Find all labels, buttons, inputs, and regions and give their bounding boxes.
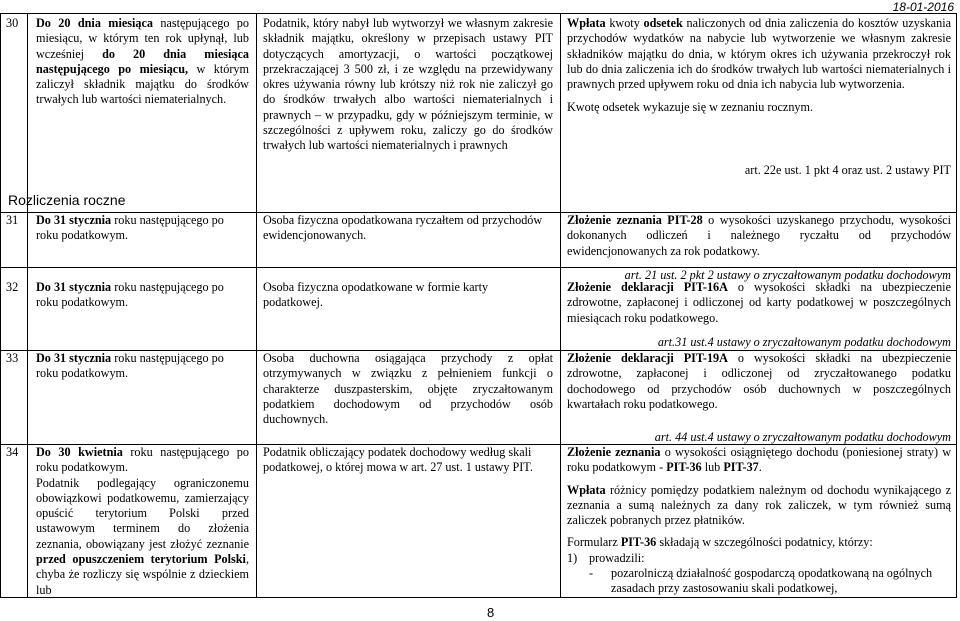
legal-reference: art. 44 ust.4 ustawy o zryczałtowanym podatku dochodowym [654, 430, 951, 444]
legal-reference: art. 21 ust. 2 pkt 2 ustawy o zryczałtowanym podatku dochodowym [624, 268, 951, 282]
deadline-cell: Do 31 stycznia roku następującego po roku podatkowym. [36, 351, 224, 381]
deadline-cell: Do 31 stycznia roku następującego po roku podatkowym. [36, 280, 224, 310]
what-cell: Złożenie zeznania o wysokości osiągniętego dochodu (poniesionej straty) w roku podatkowym - PIT-36 lub PIT-37. Wpłata różnicy pomiędzy podatkiem należnym od dochodu wynikającego z zeznania a sumą należnych za dany rok zaliczek, w tym również sumą zaliczek pobranych przez płatników. Formularz PIT-36 składają w szczególności podatnicy, którzy: 1) prowadzili: - pozarolniczą działalność gospodarczą opodatkowaną na ogólnych zasadach przy zastosowaniu skali podatkowej, [567, 445, 951, 596]
row-number: 33 [6, 351, 19, 365]
legal-reference: art.31 ust.4 ustawy o zryczałtowanym podatku dochodowym [657, 335, 951, 349]
what-cell: Złożenie zeznania PIT-28 o wysokości uzyskanego przychodu, wysokości dokonanych odliczeń i należnego ryczałtu od przychodów ewidencjonowanych za rok podatkowy. [567, 213, 952, 258]
deadline-cell: Do 31 stycznia roku następującego po roku podatkowym. [36, 213, 224, 243]
deadlines-table [0, 13, 957, 598]
deadline-cell: Do 30 kwietnia roku następującego po roku podatkowym. Podatnik podlegający ograniczonemu obowiązkowi podatkowemu, zamierzający opuścić terytorium Polski przed ustawowym terminem do złożenia zeznania, obowiązany jest złożyć zeznanie przed opuszczeniem terytorium Polski, chyba że rozliczy się wspólnie z dzieckiem lub [36, 445, 249, 597]
who-cell: Osoba duchowna osiągająca przychody z opłat otrzymywanych w związku z pełnieniem funkcji o charakterze duszpasterskim, objęte zryczałtowanym podatkiem dochodowym od przychodów osób duchownych. [263, 351, 553, 427]
row-number: 30 [6, 16, 19, 30]
row-number: 31 [6, 213, 19, 227]
legal-reference: art. 22e ust. 1 pkt 4 oraz ust. 2 ustawy PIT [744, 163, 951, 177]
section-title: Rozliczenia roczne [8, 192, 126, 208]
list [567, 551, 951, 597]
row-number: 34 [6, 445, 19, 459]
list-item: - pozarolniczą działalność gospodarczą opodatkowaną na ogólnych zasadach przy zastosowaniu skali podatkowej, [589, 566, 933, 596]
column-divider [27, 14, 28, 597]
what-cell: Złożenie deklaracji PIT-16A o wysokości składki na ubezpieczenie zdrowotne, zapłaconej i odliczonej od karty podatkowej w poszczególnych miesiącach roku podatkowego. [567, 280, 951, 325]
list-item: 1) prowadzili: [567, 550, 645, 565]
what-cell: Wpłata kwoty odsetek naliczonych od dnia zaliczenia do kosztów uzyskania przychodów wydatków na nabycie lub wytworzenie we własnym zakresie składników majątku do dnia, w którym okres ich używania przekroczył rok lub do dnia zaliczenia ich do środków trwałych lub wartości niematerialnych i prawnych przed upływem roku od dnia ich nabycia lub wytworzenia. Kwotę odsetek wykazuje się w zeznaniu rocznym. [567, 16, 951, 115]
who-cell: Osoba fizyczna opodatkowana ryczałtem od przychodów ewidencjonowanych. [263, 213, 543, 243]
who-cell: Podatnik obliczający podatek dochodowy według skali podatkowej, o której mowa w art. 27 ust. 1 ustawy PIT. [263, 445, 533, 475]
date-header: 18-01-2016 [892, 0, 954, 14]
row-number: 32 [6, 280, 19, 294]
column-divider [256, 14, 257, 597]
who-cell: Osoba fizyczna opodatkowane w formie karty podatkowej. [263, 280, 489, 310]
what-cell: Złożenie deklaracji PIT-19A o wysokości składki na ubezpieczenie zdrowotne, zapłaconej i odliczonej od zryczałtowanego podatku dochodowego od przychodów osób duchownych w poszczególnych kwartałach roku podatkowego. [567, 351, 951, 411]
column-divider [560, 14, 561, 597]
who-cell: Podatnik, który nabył lub wytworzył we własnym zakresie składnik majątku, określony w przepisach ustawy PIT dotyczących amortyzacji, o wartości początkowej przekraczającej 3 500 zł, i ze względu na przewidywany okres używania równy lub krótszy niż rok nie zaliczył go do środków trwałych albo wartości niematerialnych i prawnych – w przypadku, gdy w późniejszym terminie, w szczególności z upływem roku, zaliczy go do środków trwałych lub wartości niematerialnych i prawnych [263, 16, 553, 153]
page-number: 8 [487, 605, 495, 620]
deadline-cell: Do 20 dnia miesiąca następującego po miesiącu, w którym ten rok upłynął, lub wcześniej do 20 dnia miesiąca następującego po miesiącu, w którym zaliczył składnik majątku do środków trwałych lub wartości niematerialnych. [36, 16, 249, 107]
